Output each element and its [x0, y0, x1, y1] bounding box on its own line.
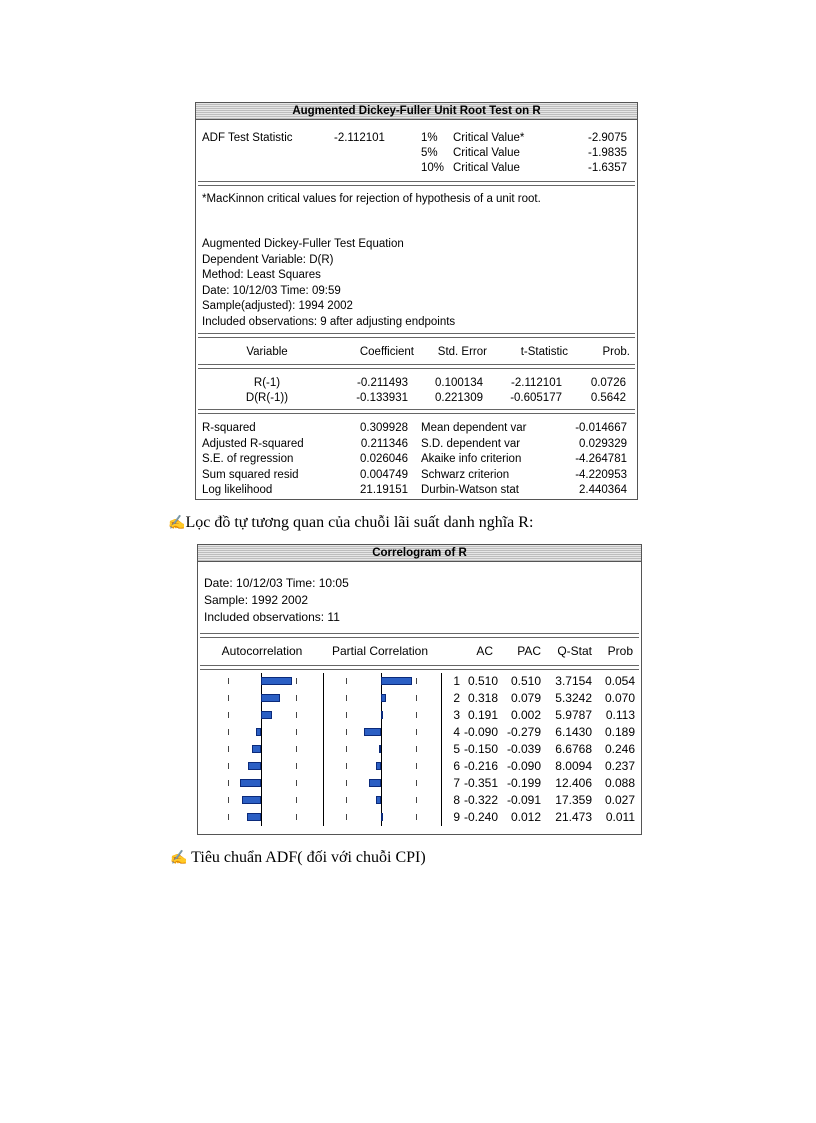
caption-correlogram — [168, 514, 533, 532]
pac-value: -0.279 — [506, 725, 541, 739]
stat-value: -0.014667 — [575, 422, 627, 434]
q-stat-value: 5.9787 — [555, 708, 592, 722]
ac-value: -0.150 — [463, 742, 498, 756]
confidence-mark — [228, 746, 229, 752]
correlogram-title: Correlogram of R — [198, 545, 641, 562]
prob-value: 0.189 — [604, 725, 635, 739]
separator — [196, 179, 637, 188]
correlogram-panel — [197, 544, 642, 835]
confidence-mark — [228, 695, 229, 701]
confidence-mark — [228, 797, 229, 803]
confidence-mark — [416, 678, 417, 684]
adf-title: Augmented Dickey-Fuller Unit Root Test on R — [196, 103, 637, 120]
pac-bar — [376, 762, 381, 770]
stat-label: S.D. dependent var — [421, 437, 521, 450]
pac-value: 0.079 — [510, 691, 541, 705]
confidence-mark — [228, 780, 229, 786]
confidence-mark — [296, 712, 297, 718]
coef-header-cell: Std. Error — [437, 346, 487, 358]
confidence-mark — [296, 814, 297, 820]
stat-label: Log likelihood — [202, 484, 273, 496]
stat-value: 0.211346 — [360, 437, 408, 450]
coef-cell: -2.112101 — [511, 377, 562, 389]
coef-cell: -0.133931 — [356, 392, 408, 404]
coef-cell: -0.211493 — [357, 377, 408, 389]
stat-label: R-squared — [202, 422, 256, 434]
ac-value: -0.351 — [463, 776, 498, 790]
stat-value: 0.004749 — [360, 468, 408, 481]
ac-bar — [242, 796, 261, 804]
pac-value: 0.002 — [510, 708, 541, 722]
confidence-mark — [228, 814, 229, 820]
pac-bar — [369, 779, 381, 787]
separator — [196, 331, 637, 340]
correlogram-info-line: Included observations: 11 — [204, 610, 340, 624]
equation-info-line: Date: 10/12/03 Time: 09:59 — [202, 284, 341, 297]
coef-cell: 0.5642 — [590, 392, 626, 404]
prob-value: 0.088 — [604, 776, 635, 790]
pac-bar — [364, 728, 381, 736]
coef-cell: 0.0726 — [590, 377, 626, 389]
coef-cell: D(R(-1)) — [245, 392, 289, 404]
stat-value: -4.220953 — [575, 468, 627, 481]
stat-label: Adjusted R-squared — [202, 437, 304, 450]
stat-value: 2.440364 — [579, 484, 627, 496]
separator — [198, 663, 641, 672]
pac-bar — [381, 711, 383, 719]
column-separator — [323, 673, 324, 826]
stat-label: Akaike info criterion — [421, 453, 522, 465]
stat-value: 21.19151 — [360, 484, 408, 496]
stat-label: S.E. of regression — [202, 453, 294, 465]
q-stat-value: 6.6768 — [555, 742, 592, 756]
equation-info-line: Augmented Dickey-Fuller Test Equation — [202, 238, 404, 250]
equation-info-line: Dependent Variable: D(R) — [202, 253, 334, 266]
q-stat-value: 6.1430 — [555, 725, 592, 739]
confidence-mark — [416, 729, 417, 735]
ac-value: -0.090 — [463, 725, 498, 739]
coef-cell: -0.605177 — [510, 392, 562, 404]
confidence-mark — [296, 678, 297, 684]
pencil-icon: ✍ — [170, 851, 188, 866]
critical-value: -1.6357 — [587, 162, 627, 174]
ac-bar — [240, 779, 261, 787]
adf-stat-value: -2.112101 — [334, 132, 385, 144]
confidence-mark — [416, 780, 417, 786]
critical-level: 10% — [421, 162, 445, 174]
q-stat-value: 21.473 — [555, 810, 592, 824]
separator — [198, 631, 641, 640]
ac-bar — [252, 745, 261, 753]
confidence-mark — [296, 797, 297, 803]
column-separator — [441, 673, 442, 826]
confidence-mark — [346, 780, 347, 786]
pac-bar — [381, 813, 383, 821]
correlogram-info-line: Date: 10/12/03 Time: 10:05 — [204, 576, 349, 590]
coef-cell: 0.221309 — [435, 392, 483, 404]
correlogram-header-cell: Partial Correlation — [331, 644, 429, 658]
stat-label: Schwarz criterion — [421, 468, 510, 481]
coef-header-cell: Prob. — [602, 346, 630, 358]
confidence-mark — [296, 763, 297, 769]
critical-value: -2.9075 — [587, 132, 627, 144]
lag-number: 2 — [453, 691, 460, 705]
separator — [196, 362, 637, 371]
ac-value: -0.322 — [463, 793, 498, 807]
pac-bar — [376, 796, 381, 804]
confidence-mark — [346, 729, 347, 735]
lag-number: 5 — [453, 742, 460, 756]
ac-value: 0.318 — [467, 691, 498, 705]
stat-label: Durbin-Watson stat — [421, 484, 519, 496]
q-stat-value: 8.0094 — [555, 759, 592, 773]
confidence-mark — [296, 695, 297, 701]
correlogram-header-cell: Prob — [607, 644, 633, 658]
confidence-mark — [296, 729, 297, 735]
ac-value: 0.510 — [467, 674, 498, 688]
prob-value: 0.113 — [605, 708, 635, 722]
ac-bar — [261, 677, 292, 685]
equation-info-line: Included observations: 9 after adjusting endpoints — [202, 315, 456, 328]
confidence-mark — [228, 729, 229, 735]
critical-label: Critical Value — [453, 147, 520, 159]
lag-number: 3 — [453, 708, 460, 722]
confidence-mark — [346, 746, 347, 752]
prob-value: 0.054 — [604, 674, 635, 688]
lag-number: 7 — [453, 776, 460, 790]
stat-label: Mean dependent var — [421, 422, 527, 434]
separator — [196, 407, 637, 416]
pac-value: -0.091 — [506, 793, 541, 807]
coef-header-cell: Coefficient — [359, 346, 414, 358]
caption2-text: Tiêu chuẩn ADF( đối với chuỗi CPI) — [191, 849, 426, 866]
confidence-mark — [296, 746, 297, 752]
ac-bar — [261, 711, 272, 719]
confidence-mark — [346, 712, 347, 718]
confidence-mark — [346, 814, 347, 820]
ac-value: -0.240 — [463, 810, 498, 824]
ac-value: -0.216 — [463, 759, 498, 773]
q-stat-value: 3.7154 — [555, 674, 592, 688]
coef-header-cell: t-Statistic — [520, 346, 568, 358]
confidence-mark — [228, 678, 229, 684]
lag-number: 9 — [453, 810, 460, 824]
correlogram-header-cell: AC — [476, 644, 493, 658]
q-stat-value: 17.359 — [555, 793, 592, 807]
lag-number: 4 — [453, 725, 460, 739]
equation-info-line: Method: Least Squares — [202, 269, 321, 281]
stat-value: 0.309928 — [360, 422, 408, 434]
critical-level: 5% — [421, 147, 438, 159]
q-stat-value: 12.406 — [555, 776, 592, 790]
pac-value: 0.012 — [510, 810, 541, 824]
pac-bar — [379, 745, 381, 753]
confidence-mark — [416, 797, 417, 803]
ac-bar — [247, 813, 261, 821]
ac-bar — [248, 762, 261, 770]
confidence-mark — [346, 695, 347, 701]
coef-header-cell: Variable — [246, 346, 288, 358]
adf-stat-label: ADF Test Statistic — [202, 132, 293, 144]
confidence-mark — [296, 780, 297, 786]
confidence-mark — [416, 763, 417, 769]
confidence-mark — [416, 746, 417, 752]
pac-value: 0.510 — [510, 674, 541, 688]
pac-value: -0.039 — [506, 742, 541, 756]
critical-label: Critical Value* — [453, 132, 525, 144]
confidence-mark — [416, 695, 417, 701]
lag-number: 8 — [453, 793, 460, 807]
lag-number: 1 — [453, 674, 460, 688]
stat-value: -4.264781 — [575, 453, 627, 465]
critical-label: Critical Value — [453, 162, 520, 174]
ac-bar — [256, 728, 261, 736]
ac-value: 0.191 — [467, 708, 498, 722]
equation-info-line: Sample(adjusted): 1994 2002 — [202, 300, 353, 312]
confidence-mark — [346, 763, 347, 769]
stat-label: Sum squared resid — [202, 468, 299, 481]
lag-number: 6 — [453, 759, 460, 773]
pac-bar — [381, 694, 386, 702]
prob-value: 0.070 — [604, 691, 635, 705]
caption-adf-cpi — [170, 849, 426, 867]
correlogram-header-cell: Autocorrelation — [221, 644, 303, 658]
pac-value: -0.199 — [506, 776, 541, 790]
stat-value: 0.029329 — [579, 437, 627, 450]
prob-value: 0.246 — [604, 742, 635, 756]
q-stat-value: 5.3242 — [555, 691, 592, 705]
pac-value: -0.090 — [506, 759, 541, 773]
mackinnon-note: *MacKinnon critical values for rejection of hypothesis of a unit root. — [202, 193, 541, 205]
critical-value: -1.9835 — [587, 147, 627, 159]
confidence-mark — [228, 712, 229, 718]
caption1-text: Lọc đồ tự tương quan của chuỗi lãi suất danh nghĩa R: — [185, 514, 534, 531]
correlogram-info-line: Sample: 1992 2002 — [204, 593, 309, 607]
stat-value: 0.026046 — [360, 453, 408, 465]
pencil-icon: ✍ — [168, 516, 186, 531]
confidence-mark — [346, 678, 347, 684]
confidence-mark — [416, 814, 417, 820]
ac-bar — [261, 694, 280, 702]
prob-value: 0.237 — [604, 759, 635, 773]
prob-value: 0.011 — [605, 810, 635, 824]
coef-cell: 0.100134 — [435, 377, 483, 389]
confidence-mark — [416, 712, 417, 718]
pac-bar — [381, 677, 412, 685]
adf-panel — [195, 102, 638, 500]
correlogram-header-cell: Q-Stat — [557, 644, 592, 658]
prob-value: 0.027 — [604, 793, 635, 807]
critical-level: 1% — [421, 132, 438, 144]
confidence-mark — [346, 797, 347, 803]
confidence-mark — [228, 763, 229, 769]
correlogram-header-cell: PAC — [517, 644, 541, 658]
coef-cell: R(-1) — [253, 377, 281, 389]
